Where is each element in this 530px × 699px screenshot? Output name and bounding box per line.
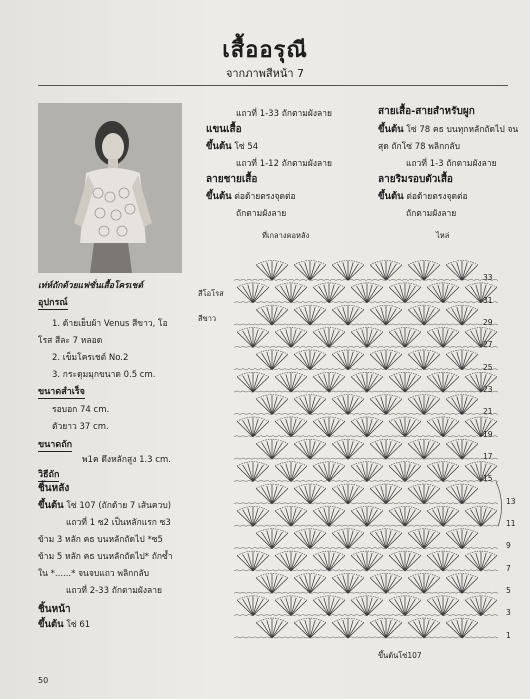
start-text: โซ่ 78 คธ บนทุกหลักถัดไป จน xyxy=(406,125,519,135)
row-number: 3 xyxy=(506,608,511,618)
fan-stitch xyxy=(465,506,497,526)
fan-stitch xyxy=(408,529,440,549)
fan-stitch xyxy=(294,350,326,370)
fan-row xyxy=(234,350,498,370)
fan-stitch xyxy=(427,283,459,303)
fan-stitch xyxy=(294,261,326,281)
fan-stitch xyxy=(370,439,402,459)
fan-stitch xyxy=(408,573,440,593)
start-text: โซ่ 107 (ถักด้าย 7 เส้นควบ) xyxy=(66,501,172,511)
fan-stitch xyxy=(256,395,288,415)
fan-stitch xyxy=(332,261,364,281)
row-number: 19 xyxy=(483,429,493,439)
instruction-line: ใน *......* จนจบแถว พลิกกลับ xyxy=(38,569,150,579)
start-label: ขึ้นต้น xyxy=(378,191,404,202)
sleeve-heading: แขนเสื้อ xyxy=(206,124,242,135)
fan-stitch xyxy=(427,417,459,437)
fan-stitch xyxy=(446,350,478,370)
row-number: 27 xyxy=(483,340,493,350)
fan-stitch xyxy=(370,573,402,593)
fan-stitch xyxy=(332,395,364,415)
fan-row xyxy=(234,506,498,526)
fan-stitch xyxy=(370,395,402,415)
model-photo xyxy=(38,103,182,273)
fan-stitch xyxy=(427,328,459,348)
fan-stitch xyxy=(351,417,383,437)
edge-arc xyxy=(496,482,502,527)
fan-row xyxy=(234,261,498,281)
instruction-line: แถวที่ 2-33 ถักตามผังลาย xyxy=(66,586,162,596)
start-text: โซ่ 61 xyxy=(66,620,91,630)
fan-stitch xyxy=(389,596,421,616)
fan-row xyxy=(234,305,498,325)
instruction-line: ข้าม 3 หลัก คธ บนหลักถัดไป *ซ5 xyxy=(38,535,163,545)
fan-stitch xyxy=(237,417,269,437)
materials-item: 2. เข็มโครเชต์ No.2 xyxy=(52,353,129,363)
fan-stitch xyxy=(275,417,307,437)
fan-stitch xyxy=(313,328,345,348)
fan-stitch xyxy=(408,618,440,638)
fan-stitch xyxy=(332,350,364,370)
start-label: ขึ้นต้น xyxy=(38,500,64,511)
row-number: 33 xyxy=(483,273,493,283)
fan-stitch xyxy=(313,551,345,571)
fan-stitch xyxy=(446,439,478,459)
fan-row xyxy=(234,484,498,504)
fan-row xyxy=(234,395,498,415)
fan-stitch xyxy=(370,484,402,504)
fan-stitch xyxy=(275,596,307,616)
fan-stitch xyxy=(237,462,269,482)
fan-stitch xyxy=(294,618,326,638)
fan-row xyxy=(234,283,498,303)
fan-stitch xyxy=(446,305,478,325)
start-label: ขึ้นต้น xyxy=(378,124,404,135)
fan-stitch xyxy=(408,305,440,325)
fan-row xyxy=(234,372,498,392)
fan-stitch xyxy=(294,484,326,504)
row-number: 1 xyxy=(506,630,511,640)
sleeve-rows: แถวที่ 1-12 ถักตามผังลาย xyxy=(236,159,332,169)
photo-caption: เท่ห์ถักด้วยแฟชั่นเสื้อโครเชต์ xyxy=(38,281,143,291)
fan-stitch xyxy=(313,506,345,526)
fan-stitch xyxy=(256,484,288,504)
fan-stitch xyxy=(332,305,364,325)
start-label: ขึ้นต้น xyxy=(38,619,64,630)
gauge-heading: ขนาดถัก xyxy=(38,437,72,452)
row-number: 11 xyxy=(506,519,516,529)
fan-stitch xyxy=(370,305,402,325)
fan-stitch xyxy=(446,618,478,638)
fan-stitch xyxy=(446,395,478,415)
fan-stitch xyxy=(408,484,440,504)
fan-stitch xyxy=(313,372,345,392)
title-divider xyxy=(38,85,508,86)
start-text: ต่อด้ายตรงจุดต่อ xyxy=(234,192,296,202)
back-rows: แถวที่ 1-33 ถักตามผังลาย xyxy=(236,109,332,119)
fan-stitch xyxy=(446,261,478,281)
fan-stitch xyxy=(465,596,497,616)
materials-heading: อุปกรณ์ xyxy=(38,295,68,310)
fan-stitch xyxy=(256,529,288,549)
fan-stitch xyxy=(275,462,307,482)
fan-stitch xyxy=(275,372,307,392)
front-start xyxy=(38,617,90,632)
fan-stitch xyxy=(294,395,326,415)
tie-heading: สายเสื้อ-สายสำหรับผูก xyxy=(378,106,475,117)
fan-stitch xyxy=(351,506,383,526)
sleeve-start xyxy=(206,139,258,154)
fan-stitch xyxy=(332,573,364,593)
fan-stitch xyxy=(446,484,478,504)
gauge-text: พ1ค ดึงหลักสูง 1.3 cm. xyxy=(82,455,171,465)
front-heading: ชิ้นหน้า xyxy=(38,604,71,615)
fan-row xyxy=(234,573,498,593)
fan-stitch xyxy=(256,439,288,459)
fan-stitch xyxy=(427,506,459,526)
fan-stitch xyxy=(275,283,307,303)
back-heading: ชิ้นหลัง xyxy=(38,483,70,494)
fan-stitch xyxy=(389,417,421,437)
fan-stitch xyxy=(237,551,269,571)
hem-heading: ลายชายเสื้อ xyxy=(206,174,258,185)
fan-row xyxy=(234,551,498,571)
edge-follow: ถักตามผังลาย xyxy=(406,209,457,219)
fan-stitch xyxy=(294,529,326,549)
fan-row xyxy=(234,596,498,616)
fan-stitch xyxy=(389,506,421,526)
instruction-line: ข้าม 5 หลัก คธ บนหลักถัดไป* ถักซ้ำ xyxy=(38,552,173,562)
chart-label-neck: ที่เกลางคอหลัง xyxy=(262,231,310,240)
hem-start xyxy=(206,189,296,204)
row-number: 29 xyxy=(483,317,493,327)
fan-stitch xyxy=(256,350,288,370)
method-heading: วิธีถัก xyxy=(38,467,59,482)
fan-stitch xyxy=(332,484,364,504)
size-heading: ขนาดสำเร็จ xyxy=(38,384,85,399)
chart-label-rose: สีโอโรส xyxy=(198,289,224,298)
edge-heading: ลายริมรอบตัวเสื้อ xyxy=(378,174,453,185)
row-number: 17 xyxy=(483,452,493,461)
fan-stitch xyxy=(408,439,440,459)
fan-stitch xyxy=(275,328,307,348)
fan-stitch xyxy=(446,573,478,593)
fan-stitch xyxy=(370,350,402,370)
fan-stitch xyxy=(294,439,326,459)
start-text: โซ่ 54 xyxy=(234,142,259,152)
start-label: ขึ้นต้น xyxy=(206,141,232,152)
fan-stitch xyxy=(237,328,269,348)
fan-stitch xyxy=(408,395,440,415)
instruction-line: แถวที่ 1 ซ2 เป็นหลักแรก ซ3 xyxy=(66,518,171,528)
fan-stitch xyxy=(351,328,383,348)
hem-follow: ถักตามผังลาย xyxy=(236,209,287,219)
fan-row xyxy=(234,417,498,437)
chart-label-white: สีขาว xyxy=(198,314,217,323)
model-figure xyxy=(38,103,182,273)
fan-stitch xyxy=(332,439,364,459)
fan-stitch xyxy=(427,462,459,482)
page-title: เสื้ออรุณี xyxy=(222,38,308,63)
fan-stitch xyxy=(351,596,383,616)
page-number: 50 xyxy=(38,676,49,685)
fan-row xyxy=(234,529,498,549)
fan-stitch xyxy=(427,596,459,616)
tie-rows: แถวที่ 1-3 ถักตามผังลาย xyxy=(406,159,497,169)
fan-stitch xyxy=(408,350,440,370)
fan-stitch xyxy=(389,372,421,392)
fan-stitch xyxy=(237,372,269,392)
row-number: 15 xyxy=(483,474,493,484)
row-number: 25 xyxy=(483,362,493,372)
fan-stitch xyxy=(275,506,307,526)
fan-stitch xyxy=(389,462,421,482)
materials-item: 3. กระดุมมุกขนาด 0.5 cm. xyxy=(52,370,156,380)
start-label: ขึ้นต้น xyxy=(206,191,232,202)
fan-stitch xyxy=(427,372,459,392)
row-number: 13 xyxy=(506,496,516,506)
row-number: 7 xyxy=(506,563,511,573)
chart-label-shoulder: ไหล่ xyxy=(436,231,450,240)
fan-stitch xyxy=(389,283,421,303)
fan-stitch xyxy=(313,596,345,616)
fan-stitch xyxy=(351,462,383,482)
row-number: 9 xyxy=(506,541,511,551)
fan-stitch xyxy=(446,529,478,549)
row-number: 23 xyxy=(483,384,493,394)
fan-stitch xyxy=(313,283,345,303)
fan-stitch xyxy=(389,328,421,348)
size-item: รอบอก 74 cm. xyxy=(52,405,110,415)
fan-stitch xyxy=(256,618,288,638)
fan-stitch xyxy=(351,551,383,571)
materials-item: โรส สีละ 7 หลอด xyxy=(38,336,103,346)
materials-item: 1. ด้ายเย็บผ้า Venus สีขาว, โอ xyxy=(52,319,168,329)
fan-stitch xyxy=(370,529,402,549)
fan-stitch xyxy=(256,573,288,593)
fan-stitch xyxy=(370,618,402,638)
fan-stitch xyxy=(351,283,383,303)
fan-stitch xyxy=(313,417,345,437)
fan-stitch xyxy=(313,462,345,482)
fan-stitch xyxy=(237,283,269,303)
size-item: ตัวยาว 37 cm. xyxy=(52,422,109,432)
fan-stitch xyxy=(370,261,402,281)
start-text: ต่อด้ายตรงจุดต่อ xyxy=(406,192,468,202)
row-number: 31 xyxy=(483,295,493,305)
chart-label-start: ขึ้นต้นโซ่107 xyxy=(378,651,422,660)
fan-stitch xyxy=(351,372,383,392)
crochet-chart xyxy=(228,228,528,668)
fan-stitch xyxy=(256,305,288,325)
fan-row xyxy=(234,618,498,638)
tie-line: สุด ถักโซ่ 78 พลิกกลับ xyxy=(378,142,460,152)
fan-stitch xyxy=(408,261,440,281)
fan-stitch xyxy=(237,596,269,616)
row-number: 21 xyxy=(483,407,493,417)
fan-stitch xyxy=(332,529,364,549)
fan-stitch xyxy=(256,261,288,281)
page-subtitle: จากภาพสีหน้า 7 xyxy=(225,67,305,80)
tie-start xyxy=(378,122,518,137)
fan-stitch xyxy=(332,618,364,638)
fan-row xyxy=(234,439,498,459)
edge-start xyxy=(378,189,468,204)
fan-stitch xyxy=(237,506,269,526)
fan-stitch xyxy=(294,573,326,593)
back-start xyxy=(38,498,171,513)
fan-row xyxy=(234,462,498,482)
fan-row xyxy=(234,328,498,348)
fan-stitch xyxy=(427,551,459,571)
fan-stitch xyxy=(275,551,307,571)
fan-stitch xyxy=(294,305,326,325)
fan-stitch xyxy=(465,551,497,571)
row-number: 5 xyxy=(506,586,511,596)
fan-stitch xyxy=(389,551,421,571)
